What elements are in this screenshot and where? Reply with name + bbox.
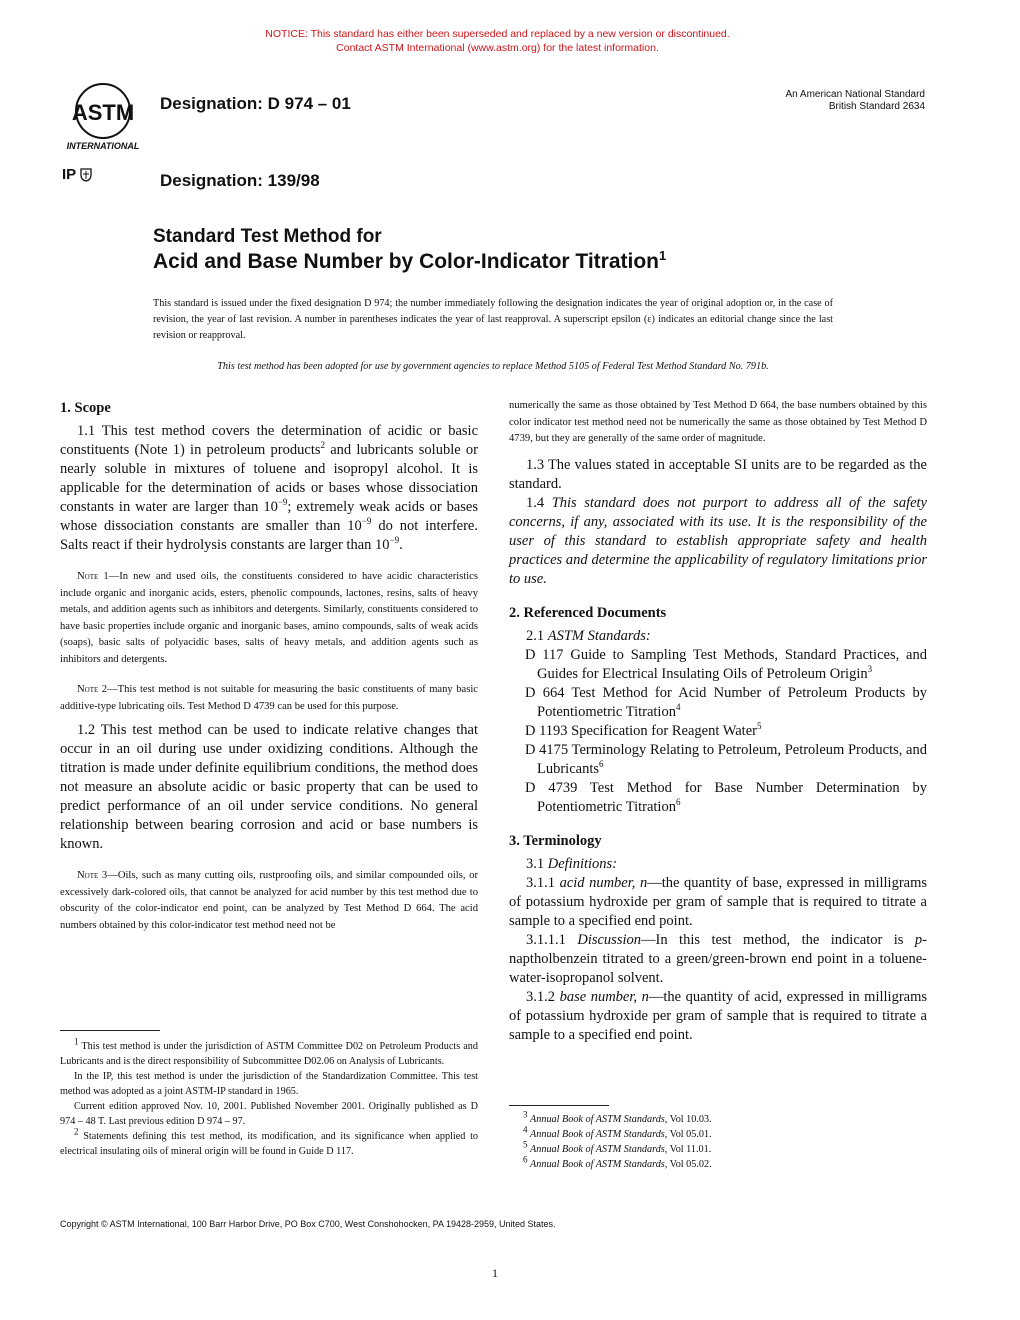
footnote-1c: Current edition approved Nov. 10, 2001. Published November 2001. Originally published as D 974 – 48 T. Last previous edition D 974 – 97. (60, 1101, 478, 1127)
ip-logo (62, 166, 102, 196)
terminology-3-1-2: 3.1.2 base number, n—the quantity of acid, expressed in milligrams of potassium hydroxide per gram of sample that is required to titrate a sample to a specified end point. (509, 988, 928, 1043)
copyright-line: Copyright © ASTM International, 100 Barr Harbor Drive, PO Box C700, West Conshohocken, PA 19428-2959, United States. (60, 1219, 556, 1229)
scope-heading: 1. Scope (60, 400, 111, 416)
title-main: Acid and Base Number by Color-Indicator Titration (153, 250, 660, 273)
notice-banner (0, 27, 995, 55)
footnote-1b: In the IP, this test method is under the jurisdiction of the Standardization Committee. This test method was adopted as a joint ASTM-IP standard in 1965. (60, 1071, 478, 1097)
note-3-continued: numerically the same as those obtained by Test Method D 664, the base numbers obtained by this color indicator test method need not be numerically the same as those obtained by Test Method D 4739, but they are generally of the same order of magnitude. (509, 400, 927, 444)
title-line-1: Standard Test Method for (153, 226, 382, 247)
astm-logo-icon (62, 80, 144, 152)
scope-1-3: 1.3 The values stated in acceptable SI units are to be regarded as the standard. (509, 456, 927, 492)
reference-item: D 4739 Test Method for Base Number Determination by Potentiometric Titration$^6$ (525, 779, 927, 815)
astm-logo-text: ASTM (71, 100, 135, 125)
note-3: Note 3—Oils, such as many cutting oils, rustproofing oils, and similar compounded oils, or excessively dark-colored oils, that cannot be analyzed for acid number by this test method due to obscurity of the color-indicator end point, can be analyzed by Test Method D 664. The acid numbers obtained by this color-indicator test method need not be (60, 870, 478, 931)
scope-1-1: 1.1 This test method covers the determination of acidic or basic constituents (Note 1) in petroleum products$^2$ and lubricants soluble or nearly soluble in mixtures of toluene and isopropyl alcohol. It is applicable for the determination of acids or bases whose dissociation constants in water are larger than $10^{-9}$; extremely weak acids or bases whose dissociation constants are smaller than $10^{-9}$ do not interfere. Salts react if their hydrolysis constants are larger than $10^{-9}$. (60, 423, 479, 553)
left-column (60, 398, 478, 934)
title-line-2 (153, 250, 666, 274)
notice-line-2: Contact ASTM International (www.astm.org) for the latest information. (336, 42, 659, 54)
page-number: 1 (492, 1266, 498, 1280)
right-column (509, 398, 927, 1045)
notice-line-1: NOTICE: This standard has either been superseded and replaced by a new version or discontinued. (265, 28, 730, 40)
terminology-3-1-1: 3.1.1 acid number, n—the quantity of base, expressed in milligrams of potassium hydroxide per gram of sample that is required to titrate a sample to a specified end point. (509, 874, 927, 929)
scope-1-4: 1.4 This standard does not purport to address all of the safety concerns, if any, associated with its use. It is the responsibility of the user of this standard to establish appropriate safety and health practices and determine the applicability of regulatory limitations prior to use. (509, 494, 927, 587)
designation-ip: Designation: 139/98 (160, 171, 320, 190)
footnotes-right (509, 1105, 927, 1172)
title-footnote-mark: 1 (659, 248, 667, 263)
scope-1-2: 1.2 This test method can be used to indicate relative changes that occur in an oil during use under oxidizing conditions. Although the titration is made under definite equilibrium conditions, the method does not measure an absolute acidic or basic property that can be used to predict performance of an oil under service conditions. No general relationship between bearing corrosion and acid or base numbers is known. (60, 722, 478, 852)
footnote-3: $^3$ Annual Book of ASTM Standards, Vol 10.03. (523, 1109, 712, 1125)
note-2: Note 2—This test method is not suitable for measuring the basic constituents of many basic additive-type lubricating oils. Test Method D 4739 can be used for this purpose. (60, 684, 479, 712)
ip-logo-text: IP (62, 166, 77, 183)
designation-astm: Designation: D 974 – 01 (160, 94, 351, 113)
references-2-1: 2.1 ASTM Standards: (526, 627, 651, 644)
ans-line-2: British Standard 2634 (828, 101, 925, 112)
footnote-4: $^4$ Annual Book of ASTM Standards, Vol 05.01. (523, 1124, 712, 1140)
reference-item: D 4175 Terminology Relating to Petroleum, Petroleum Products, and Lubricants$^6$ (525, 741, 927, 777)
ip-crest-icon (80, 168, 92, 182)
footnote-6: $^6$ Annual Book of ASTM Standards, Vol 05.02. (523, 1154, 712, 1170)
footnotes-left (60, 1030, 478, 1159)
ans-line-1: An American National Standard (785, 89, 925, 100)
footnote-1: $^1$ This test method is under the jurisdiction of ASTM Committee D02 on Petroleum Products and Lubricants and is the direct responsibility of Subcommittee D02.06 on Analysis of Lubricants. (60, 1036, 478, 1067)
international-logo-text: INTERNATIONAL (66, 141, 140, 151)
note-1: Note 1—In new and used oils, the constituents considered to have acidic characteristics include organic and inorganic acids, esters, phenolic compounds, lactones, resins, salts of heavy metals, and addition agents such as inhibitors and detergents. Similarly, constituents considered to have basic properties include organic and inorganic bases, amino compounds, salts of weak acids (soaps), basic salts of polyacidic bases, salts of heavy metals, and addition agents such as inhibitors and detergents. (60, 571, 479, 665)
terminology-3-1-1-1: 3.1.1.1 Discussion—In this test method, the indicator is p-naptholbenzein titrated to a green/green-brown end point in a toluene-water-isopropanol solvent. (509, 931, 927, 986)
references-heading: 2. Referenced Documents (509, 604, 667, 621)
terminology-3-1: 3.1 Definitions: (526, 855, 618, 872)
reference-item: D 664 Test Method for Acid Number of Petroleum Products by Potentiometric Titration$^4$ (525, 684, 927, 720)
reference-item: D 1193 Specification for Reagent Water$^5$ (525, 720, 762, 739)
terminology-heading: 3. Terminology (509, 832, 602, 849)
issuance-paragraph: This standard is issued under the fixed designation D 974; the number immediately following the designation indicates the year of original adoption or, in the case of revision, the year of last revision. A number in parentheses indicates the year of last reapproval. A superscript epsilon (ε) indicates an editorial change since the last revision or reapproval. (153, 298, 833, 341)
adoption-note: This test method has been adopted for use by government agencies to replace Method 5105 of Federal Test Method Standard No. 791b. (217, 361, 769, 372)
national-standard-note (785, 89, 925, 113)
footnote-5: $^5$ Annual Book of ASTM Standards, Vol 11.01. (523, 1139, 712, 1155)
astm-logo (62, 80, 144, 152)
footnote-2: $^2$ Statements defining this test method, its modification, and its significance when applied to electrical insulating oils of mineral origin will be found in Guide D 117. (60, 1126, 478, 1157)
reference-item: D 117 Guide to Sampling Test Methods, Standard Practices, and Guides for Electrical Insulating Oils of Petroleum Origin$^3$ (525, 646, 927, 682)
